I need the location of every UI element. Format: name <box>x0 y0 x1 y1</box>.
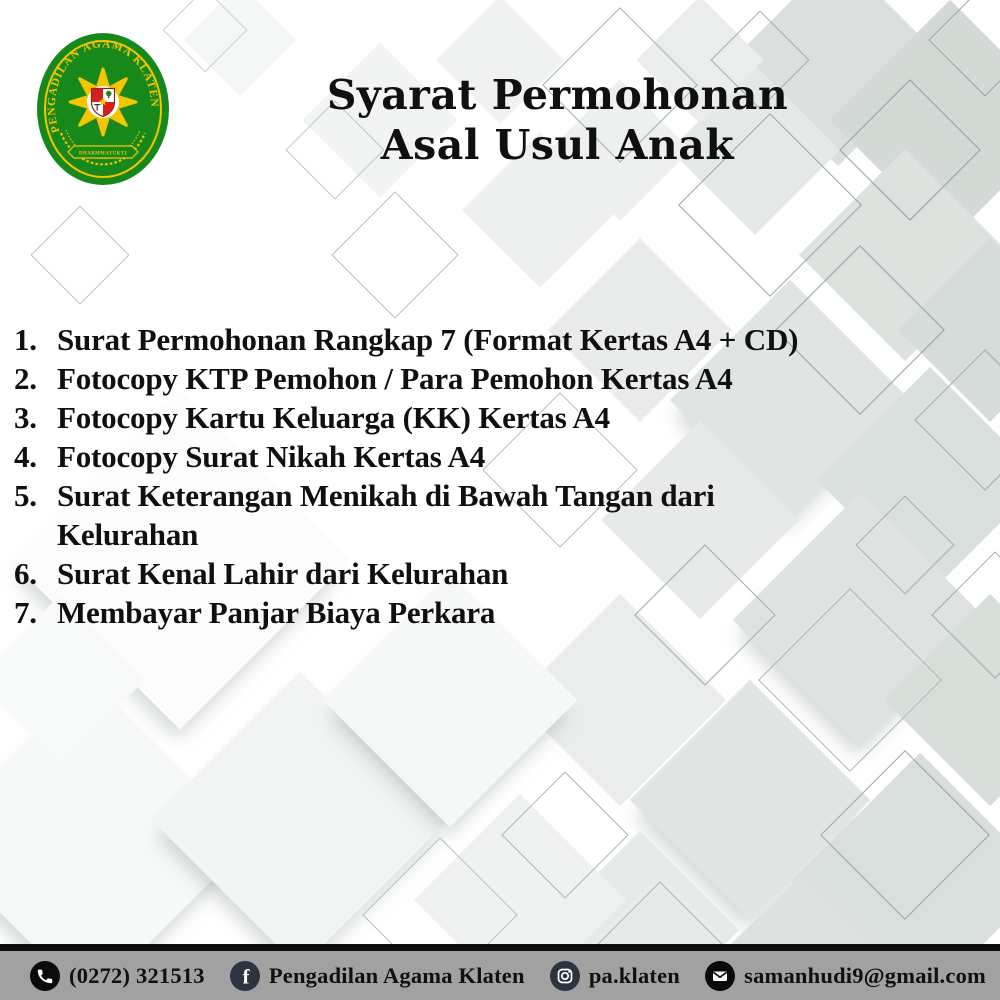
email-icon <box>705 961 735 991</box>
logo-curved-text: PENGADILAN AGAMA KLATEN <box>45 38 161 135</box>
item-number: 3. <box>14 400 37 435</box>
item-text: Fotocopy Surat Nikah Kertas A4 <box>57 439 486 474</box>
instagram-icon <box>550 961 580 991</box>
facebook-name: Pengadilan Agama Klaten <box>268 962 525 988</box>
item-text: Surat Kenal Lahir dari Kelurahan <box>57 556 509 591</box>
footer-email <box>705 961 986 991</box>
requirement-item <box>14 593 994 632</box>
item-text: Fotocopy Kartu Keluarga (KK) Kertas A4 <box>57 400 610 435</box>
requirement-item <box>14 476 994 554</box>
email-address: samanhudi9@gmail.com <box>744 962 986 988</box>
item-number: 5. <box>14 478 37 513</box>
footer-phone <box>30 961 205 991</box>
court-logo <box>37 33 169 185</box>
instagram-handle: pa.klaten <box>588 962 681 988</box>
item-number: 7. <box>14 595 37 630</box>
diamond-shape <box>331 191 458 318</box>
requirement-item <box>14 320 994 359</box>
item-text: Membayar Panjar Biaya Perkara <box>57 595 496 630</box>
facebook-icon <box>230 961 260 991</box>
footer-contact-bar <box>0 951 1000 1000</box>
logo-banner <box>68 146 138 158</box>
item-number: 2. <box>14 361 37 396</box>
item-number: 6. <box>14 556 37 591</box>
requirement-item <box>14 437 994 476</box>
requirement-item <box>14 554 994 593</box>
title-line-2: Asal Usul Anak <box>380 121 735 169</box>
page-title <box>190 70 925 170</box>
requirements-list <box>14 320 994 632</box>
title-line-1: Syarat Permohonan <box>326 71 789 119</box>
footer-divider <box>0 944 1000 951</box>
svg-text:f: f <box>242 964 250 988</box>
phone-icon <box>30 961 60 991</box>
footer-instagram <box>550 961 680 991</box>
item-number: 4. <box>14 439 37 474</box>
svg-text:DHARMMAYUKTI: DHARMMAYUKTI <box>79 151 127 157</box>
item-text: Surat Permohonan Rangkap 7 (Format Kertas A4 + CD) <box>57 322 799 357</box>
item-text: Fotocopy KTP Pemohon / Para Pemohon Kertas A4 <box>57 361 733 396</box>
phone-number: (0272) 321513 <box>69 962 205 988</box>
diamond-shape <box>31 206 130 305</box>
item-text: Surat Keterangan Menikah di Bawah Tangan dari <box>57 478 715 513</box>
requirement-item <box>14 359 994 398</box>
item-text-line2: Kelurahan <box>57 517 199 552</box>
footer-facebook <box>230 961 525 991</box>
item-number: 1. <box>14 322 37 357</box>
requirement-item <box>14 398 994 437</box>
